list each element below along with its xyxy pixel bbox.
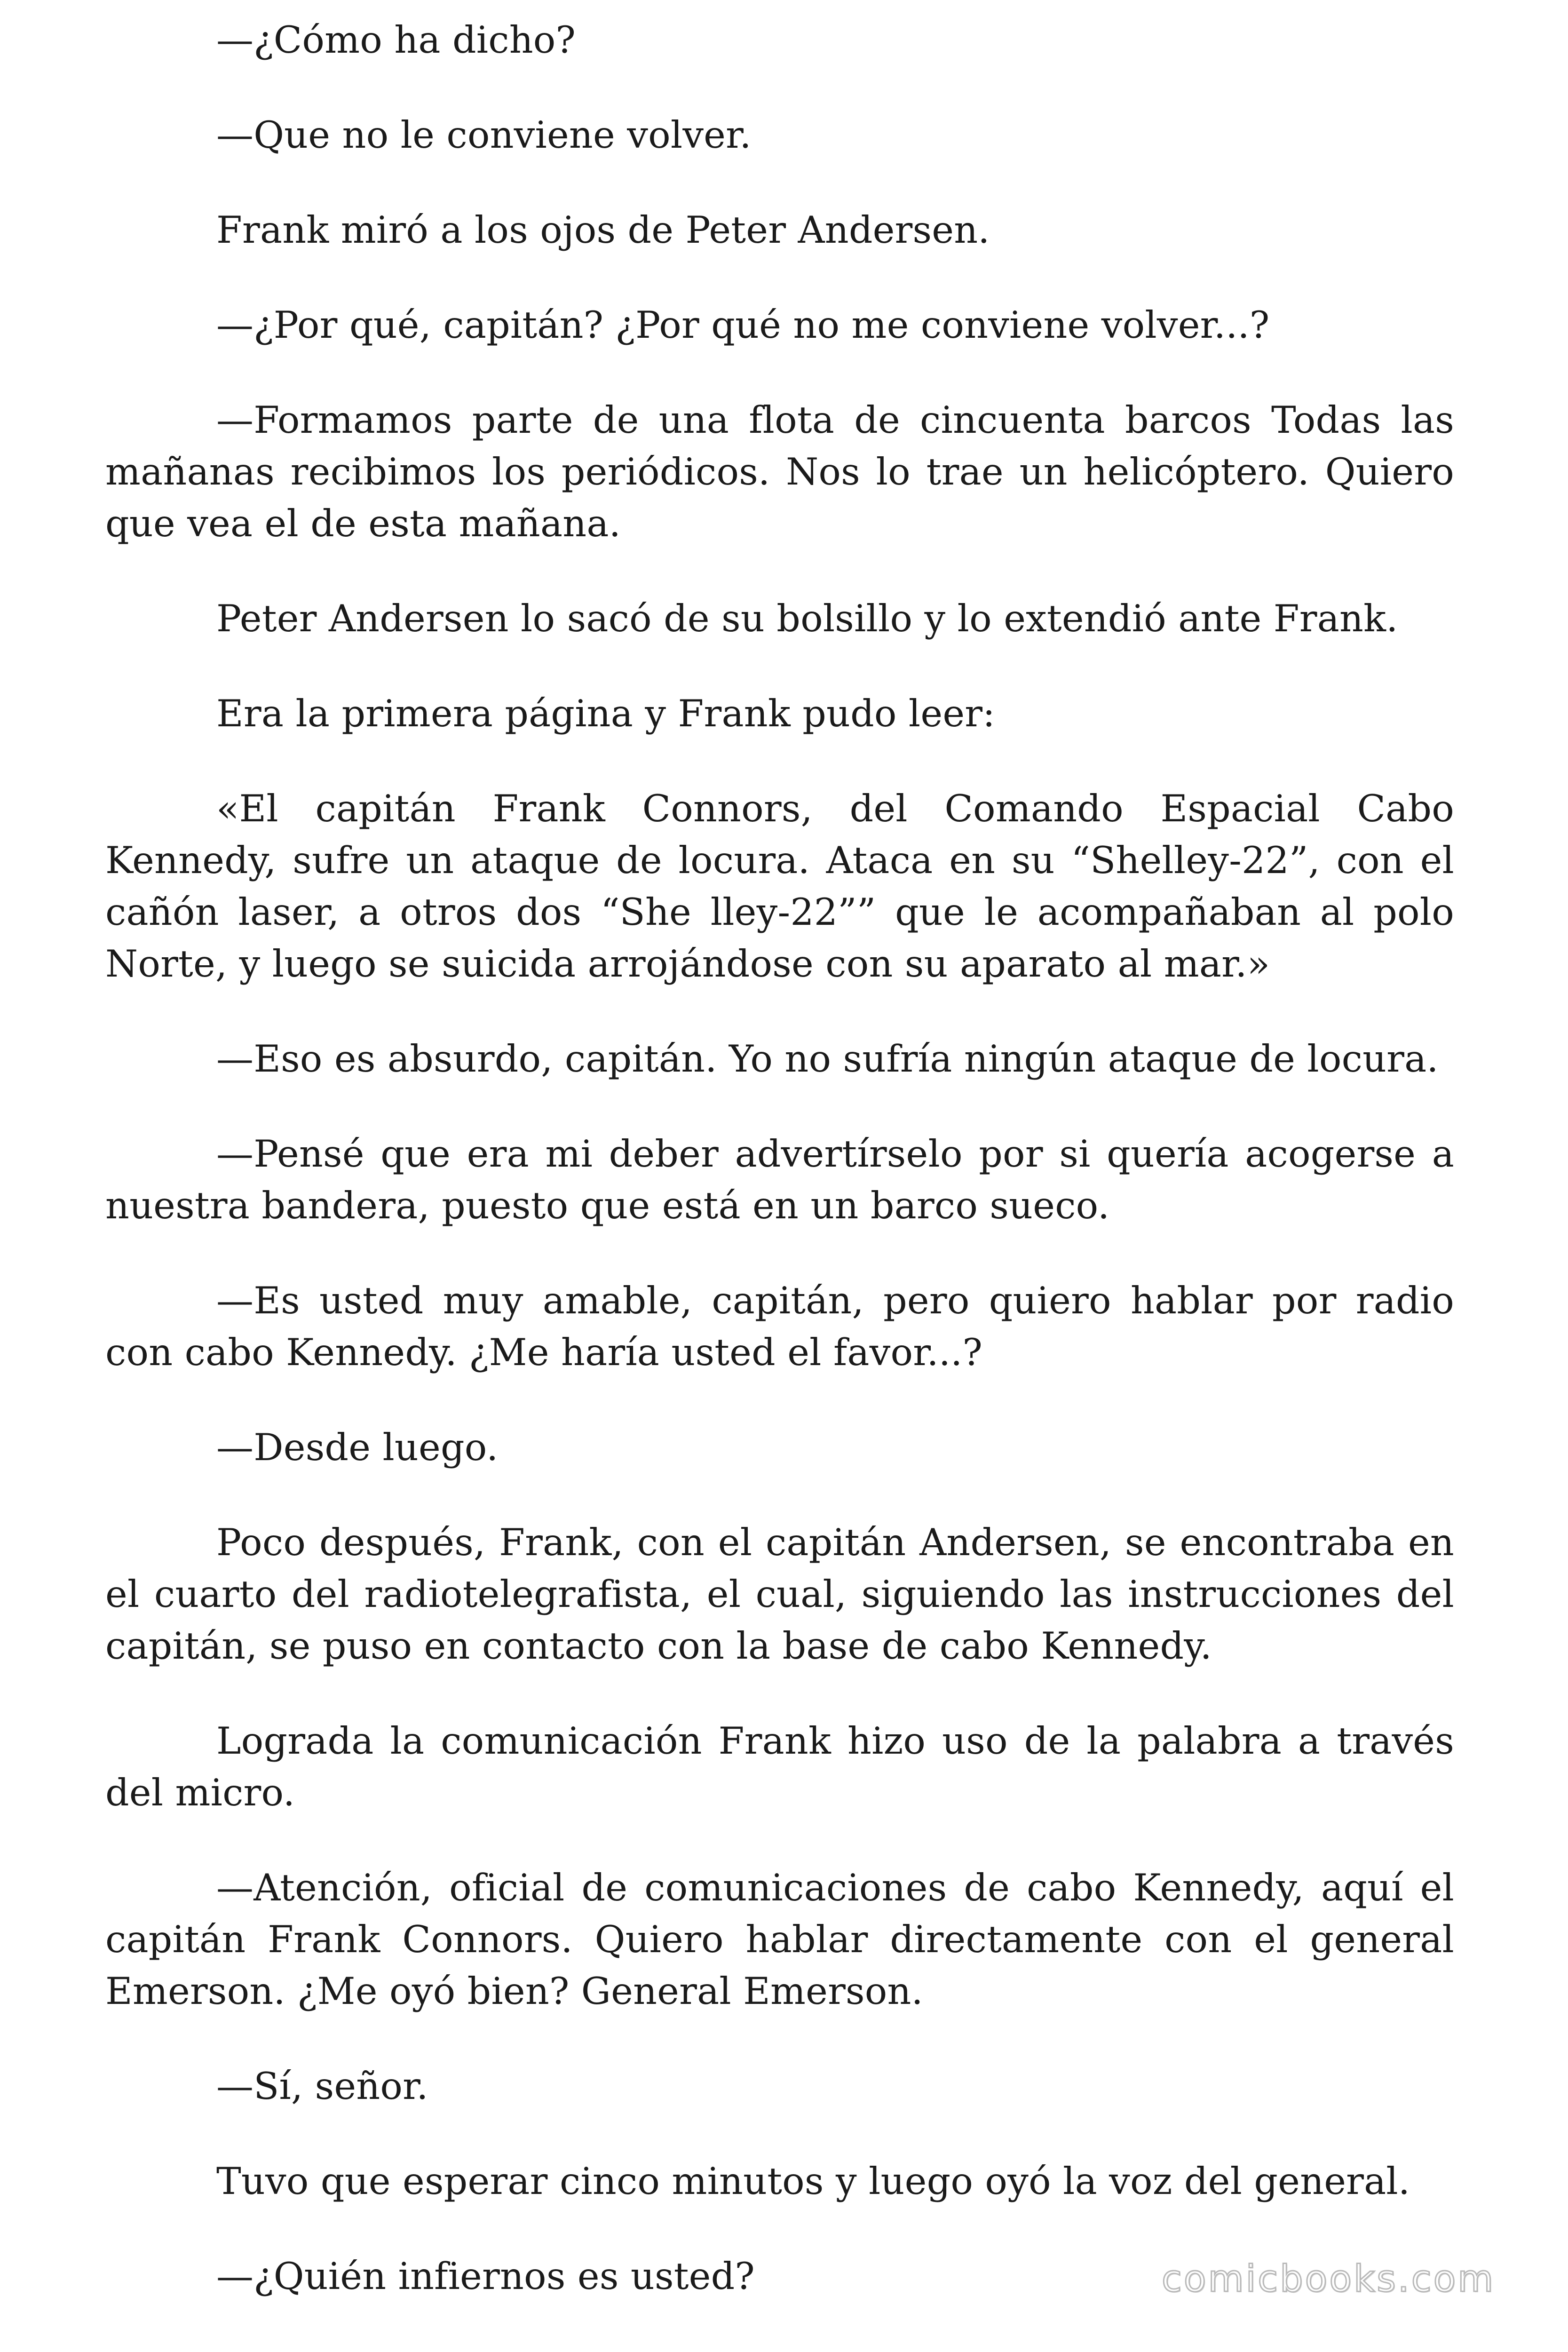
page-text [105,14,1454,2302]
paragraph: Era la primera página y Frank pudo leer: [216,692,996,735]
paragraph: Poco después, Frank, con el capitán Andersen, se encontraba en el cuarto del radiotelegrafista, el cual, siguiendo las instrucciones del capitán, se puso en contacto con la base de cabo Kennedy. [105,1521,1454,1668]
paragraph: Frank miró a los ojos de Peter Andersen. [216,208,990,252]
paragraph: —Pensé que era mi deber advertírselo por si quería acogerse a nuestra bandera, puesto que está en un barco sueco. [105,1132,1454,1227]
paragraph: Peter Andersen lo sacó de su bolsillo y lo extendió ante Frank. [216,597,1398,640]
paragraph: —Formamos parte de una flota de cincuenta barcos Todas las mañanas recibimos los periódicos. Nos lo trae un helicóptero. Quiero que vea el de esta mañana. [105,398,1454,545]
paragraph: Tuvo que esperar cinco minutos y luego oyó la voz del general. [216,2160,1410,2203]
newspaper-quote: «El capitán Frank Connors, del Comando Espacial Cabo Kennedy, sufre un ataque de locura. Ataca en su “Shelley-22”, con el cañón laser, a otros dos “She lley-22”” que le acompañaban al polo Norte, y luego se suicida arrojándose con su aparato al mar.» [105,787,1454,985]
paragraph: —¿Quién infiernos es usted? [216,2255,755,2298]
paragraph: —Eso es absurdo, capitán. Yo no sufría ningún ataque de locura. [216,1037,1439,1081]
paragraph: —¿Por qué, capitán? ¿Por qué no me conviene volver...? [216,303,1270,347]
paragraph: Lograda la comunicación Frank hizo uso de la palabra a través del micro. [105,1719,1454,1814]
paragraph: —Que no le conviene volver. [216,113,752,157]
paragraph: —Es usted muy amable, capitán, pero quiero hablar por radio con cabo Kennedy. ¿Me haría usted el favor...? [105,1279,1454,1374]
paragraph: —¿Cómo ha dicho? [216,18,576,62]
paragraph: —Atención, oficial de comunicaciones de cabo Kennedy, aquí el capitán Frank Connors. Quiero hablar directamente con el general Emerson. ¿Me oyó bien? General Emerson. [105,1866,1454,2013]
watermark: comicbooks.com [1162,2258,1496,2300]
paragraph: —Desde luego. [216,1426,499,1469]
paragraph: —Sí, señor. [216,2065,428,2108]
